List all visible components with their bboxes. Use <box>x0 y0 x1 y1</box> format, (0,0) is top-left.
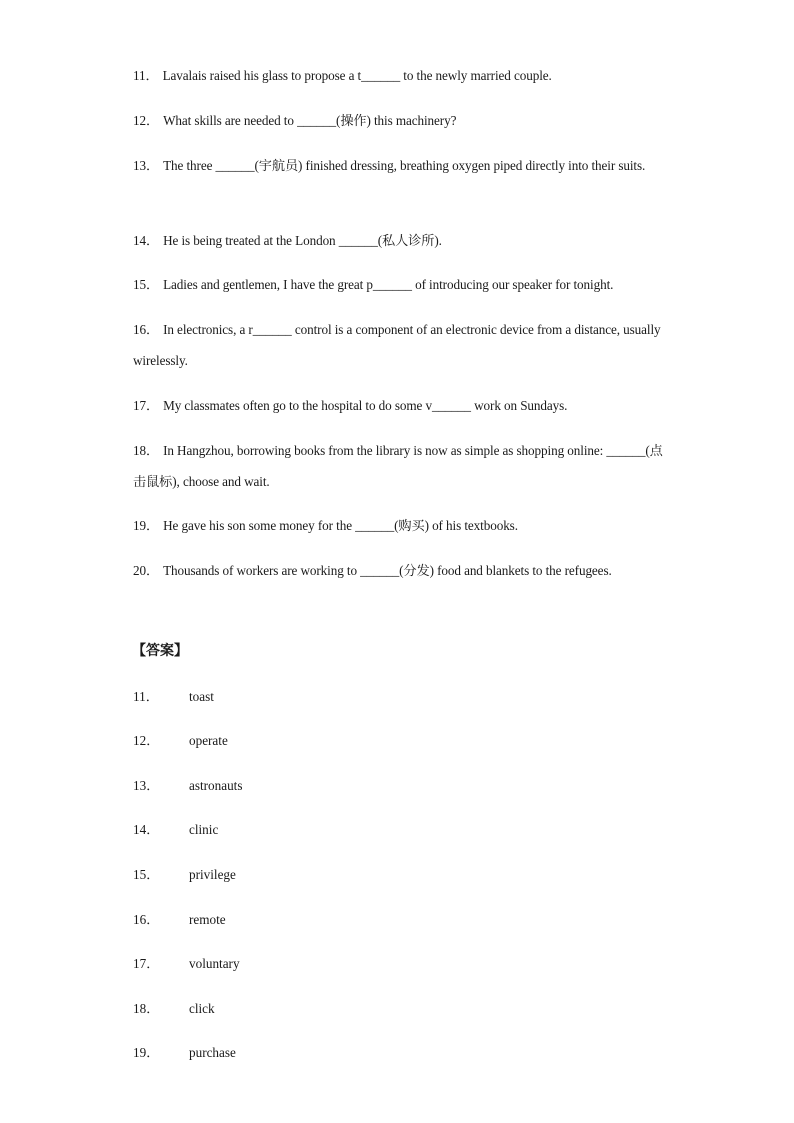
question-text: Lavalais raised his glass to propose a t______ to the newly married couple. <box>162 68 552 83</box>
answer-value: operate <box>189 733 228 748</box>
question-text: The three ______(宇航员) finished dressing, breathing oxygen piped directly into their suits. <box>163 158 646 173</box>
answer-13 <box>133 774 242 798</box>
question-number: 11． <box>133 68 159 83</box>
answer-number: 16． <box>133 912 160 927</box>
question-number: 17． <box>133 398 160 413</box>
answer-value: privilege <box>189 867 236 882</box>
answer-value: remote <box>189 912 226 927</box>
question-12 <box>133 105 663 136</box>
question-number: 18． <box>133 443 160 458</box>
question-text: Ladies and gentlemen, I have the great p______ of introducing our speaker for tonight. <box>163 277 614 292</box>
answer-value: purchase <box>189 1045 236 1060</box>
answer-number: 17． <box>133 956 160 971</box>
question-number: 19． <box>133 518 160 533</box>
answer-number: 13． <box>133 778 160 793</box>
question-text: Thousands of workers are working to ______(分发) food and blankets to the refugees. <box>163 563 612 578</box>
question-number: 12． <box>133 113 160 128</box>
answer-number: 19． <box>133 1045 160 1060</box>
answer-number: 14． <box>133 822 160 837</box>
answer-heading: 【答案】 <box>132 643 188 659</box>
answer-number: 11． <box>133 689 159 704</box>
answer-number: 12． <box>133 733 160 748</box>
answer-19 <box>133 1041 236 1065</box>
answer-18 <box>133 997 215 1021</box>
answer-12 <box>133 729 228 753</box>
answer-15 <box>133 863 236 887</box>
question-17 <box>133 390 663 421</box>
answer-value: astronauts <box>189 778 243 793</box>
answer-value: toast <box>189 689 214 704</box>
question-11 <box>133 60 663 91</box>
question-number: 16． <box>133 322 160 337</box>
question-13 <box>133 150 663 181</box>
question-number: 13． <box>133 158 160 173</box>
question-number: 20． <box>133 563 160 578</box>
answer-14 <box>133 818 218 842</box>
question-text: My classmates often go to the hospital to do some v______ work on Sundays. <box>163 398 568 413</box>
question-text: In Hangzhou, borrowing books from the library is now as simple as shopping online: ______(点击鼠标), choose and wait. <box>133 443 663 489</box>
answer-value: click <box>189 1001 215 1016</box>
question-text: He is being treated at the London ______(私人诊所). <box>163 233 442 248</box>
answer-number: 18． <box>133 1001 160 1016</box>
question-text: In electronics, a r______ control is a component of an electronic device from a distance, usually wirelessly. <box>133 322 661 368</box>
question-14 <box>133 225 663 256</box>
answer-16 <box>133 908 226 932</box>
question-text: What skills are needed to ______(操作) this machinery? <box>163 113 457 128</box>
question-number: 15． <box>133 277 160 292</box>
answer-value: voluntary <box>189 956 240 971</box>
question-text: He gave his son some money for the ______(购买) of his textbooks. <box>163 518 518 533</box>
question-19 <box>133 510 663 541</box>
question-18 <box>133 435 663 497</box>
question-15 <box>133 269 663 300</box>
answer-11 <box>133 685 214 709</box>
answer-number: 15． <box>133 867 160 882</box>
question-16 <box>133 314 663 376</box>
question-20 <box>133 555 663 586</box>
answer-value: clinic <box>189 822 219 837</box>
question-number: 14． <box>133 233 160 248</box>
answer-17 <box>133 952 240 976</box>
